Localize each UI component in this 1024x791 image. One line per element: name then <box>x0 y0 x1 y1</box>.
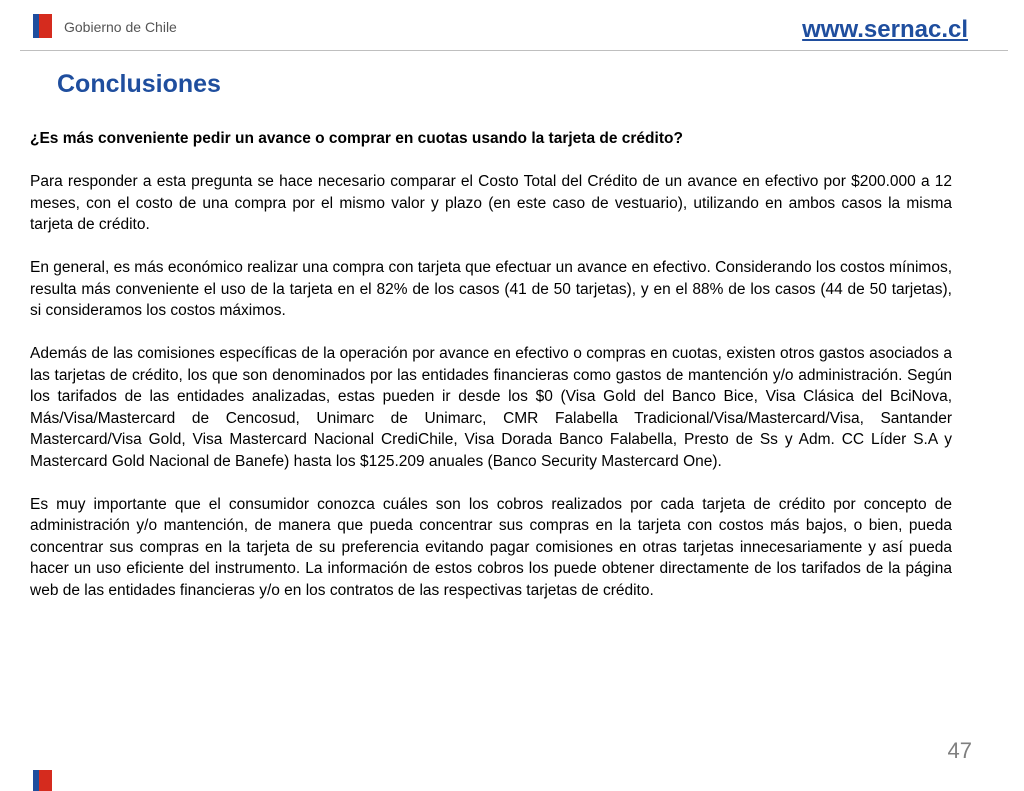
paragraph-1: Para responder a esta pregunta se hace necesario comparar el Costo Total del Crédito de un avance en efectivo por $200.000 a 12 meses, con el costo de una compra por el mismo valor y plazo (en este caso de vestuario), utilizando en ambos casos la misma tarjeta de crédito. <box>30 173 952 233</box>
paragraph-3: Además de las comisiones específicas de la operación por avance en efectivo o compras en cuotas, existen otros gastos asociados a las tarjetas de crédito, los que son denominados por las entidades financieras como gastos de mantención y/o administración. Según los tarifados de las entidades analizadas, estas pueden ir desde los $0 (Visa Gold del Banco Bice, Visa Clásica del BciNova, Más/Visa/Mastercard de Cencosud, Unimarc de Unimarc, CMR Falabella Tradicional/Visa/Mastercard/Visa, Santander Mastercard/Visa Gold, Visa Mastercard Nacional CrediChile, Visa Dorada Banco Falabella, Presto de Ss y Adm. CC Líder S.A y Mastercard Gold Nacional de Banefe) hasta los $125.209 anuales (Banco Security Mastercard One). <box>30 345 952 470</box>
page-number: 47 <box>947 738 972 763</box>
slide-body <box>30 128 952 623</box>
gov-label: Gobierno de Chile <box>64 19 177 35</box>
header-divider <box>20 50 1008 51</box>
page-title: Conclusiones <box>57 70 221 98</box>
flag-red-stripe <box>39 770 52 791</box>
site-link[interactable]: www.sernac.cl <box>802 16 968 43</box>
chile-flag-footer-icon <box>33 770 52 791</box>
paragraph-2: En general, es más económico realizar una compra con tarjeta que efectuar un avance en efectivo. Considerando los costos mínimos, resulta más conveniente el uso de la tarjeta en el 82% de los casos (41 de 50 tarjetas), y en el 88% de los casos (44 de 50 tarjetas), si consideramos los costos máximos. <box>30 259 952 319</box>
paragraph-4: Es muy importante que el consumidor conozca cuáles son los cobros realizados por cada tarjeta de crédito por concepto de administración y/o mantención, de manera que pueda concentrar sus compras en la tarjeta con costos más bajos, o bien, pueda concentrar sus compras en la tarjeta de su preferencia evitando pagar comisiones en otras tarjetas innecesariamente y así pueda hacer un uso eficiente del instrumento. La información de estos cobros los puede obtener directamente de los tarifados de la página web de las entidades financieras y/o en los contratos de las respectivas tarjetas de crédito. <box>30 495 952 599</box>
chile-flag-icon <box>33 14 52 38</box>
flag-red-stripe <box>39 14 52 38</box>
question-heading: ¿Es más conveniente pedir un avance o comprar en cuotas usando la tarjeta de crédito? <box>30 130 683 147</box>
